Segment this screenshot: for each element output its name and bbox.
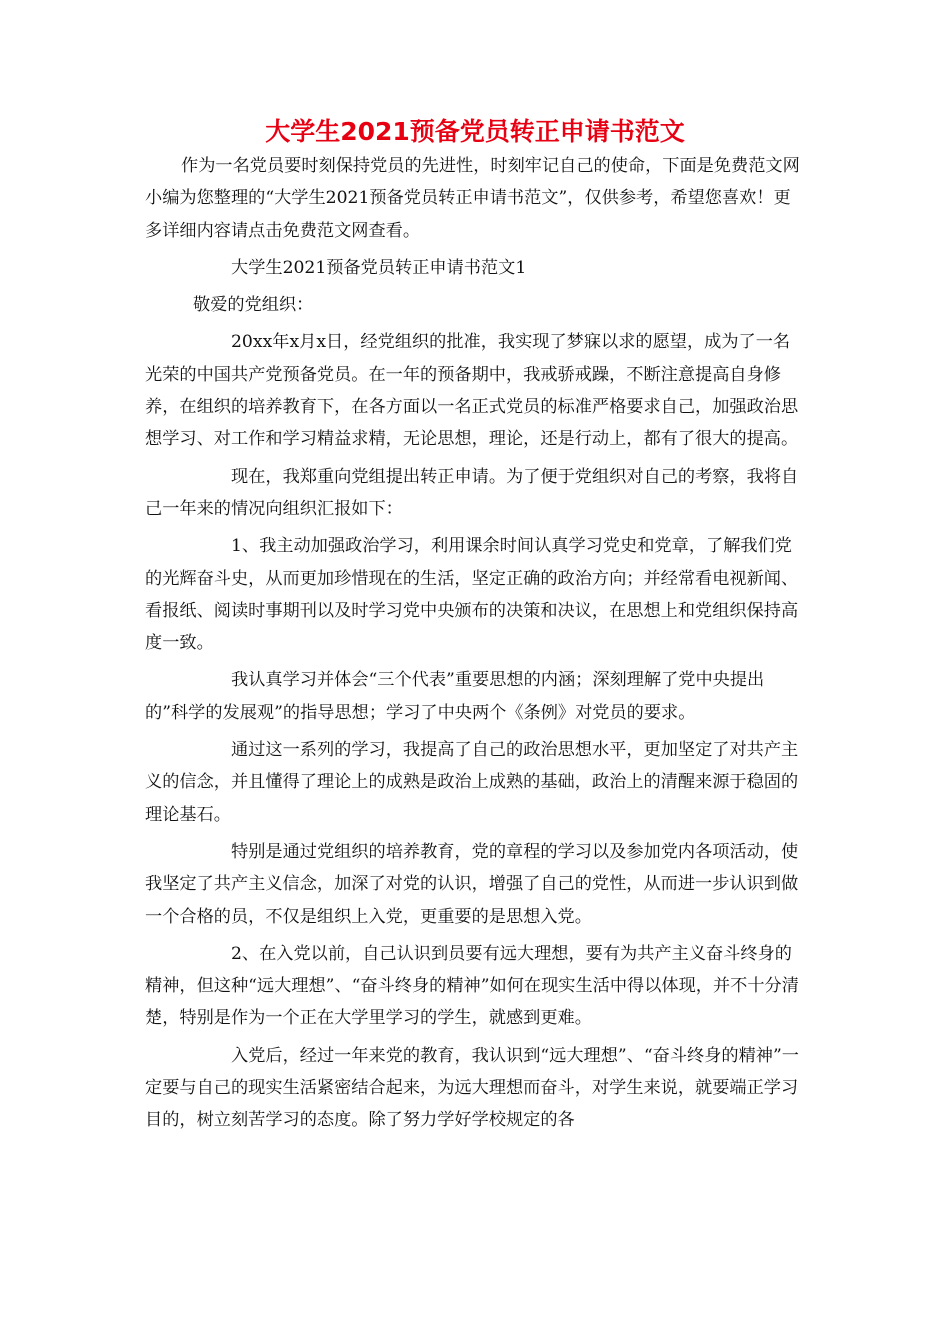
body-paragraph-2: 现在，我郑重向党组提出转正申请。为了便于党组织对自己的考察，我将自己一年来的情况向组织汇报如下： — [145, 466, 799, 519]
body-paragraph-8: 入党后，经过一年来党的教育，我认识到“远大理想”、“奋斗终身的精神”一定要与自己的现实生活紧密结合起来，为远大理想而奋斗，对学生来说，就要端正学习目的，树立刻苦学习的态度。除了努力学好学校规定的各 — [145, 1045, 799, 1131]
salutation: 敬爱的党组织： — [193, 295, 314, 316]
body-paragraph-5: 通过这一系列的学习，我提高了自己的政治思想水平，更加坚定了对共产主义的信念，并且懂得了理论上的成熟是政治上成熟的基础，政治上的清醒来源于稳固的理论基石。 — [145, 740, 799, 825]
section-subtitle: 大学生2021预备党员转正申请书范文1 — [231, 257, 527, 278]
body-paragraph-6: 特别是通过党组织的培养教育，党的章程的学习以及参加党内各项活动，使我坚定了共产主义信念，加深了对党的认识，增强了自己的党性，从而进一步认识到做一个合格的员，不仅是组织上入党，更重要的是思想入党。 — [145, 841, 799, 927]
body-paragraph-1: 20xx年x月x日，经党组织的批准，我实现了梦寐以求的愿望，成为了一名光荣的中国共产党预备党员。在一年的预备期中，我戒骄戒躁，不断注意提高自身修养，在组织的培养教育下，在各方面以一名正式党员的标准严格要求自己，加强政治思想学习、对工作和学习精益求精，无论思想，理论，还是行动上，都有了很大的提高。 — [145, 332, 799, 450]
body-paragraph-3: 1、我主动加强政治学习，利用课余时间认真学习党史和党章，了解我们党的光辉奋斗史，从而更加珍惜现在的生活，坚定正确的政治方向；并经常看电视新闻、看报纸、阅读时事期刊以及时学习党中央颁布的决策和决议，在思想上和党组织保持高度一致。 — [145, 536, 799, 654]
body-paragraph-7: 2、在入党以前，自己认识到员要有远大理想，要有为共产主义奋斗终身的精神，但这种“远大理想”、“奋斗终身的精神”如何在现实生活中得以体现，并不十分清楚，特别是作为一个正在大学里学习的学生，就感到更难。 — [145, 943, 799, 1029]
document-title: 大学生2021预备党员转正申请书范文 — [265, 117, 685, 146]
body-paragraph-4: 我认真学习并体会“三个代表”重要思想的内涵；深刻理解了党中央提出的”科学的发展观”的指导思想；学习了中央两个《条例》对党员的要求。 — [145, 670, 765, 723]
document-body — [145, 150, 805, 1142]
intro-paragraph: 作为一名党员要时刻保持党员的先进性，时刻牢记自己的使命，下面是免费范文网小编为您整理的“大学生2021预备党员转正申请书范文”，仅供参考，希望您喜欢！更多详细内容请点击免费范文网查看。 — [145, 156, 800, 241]
